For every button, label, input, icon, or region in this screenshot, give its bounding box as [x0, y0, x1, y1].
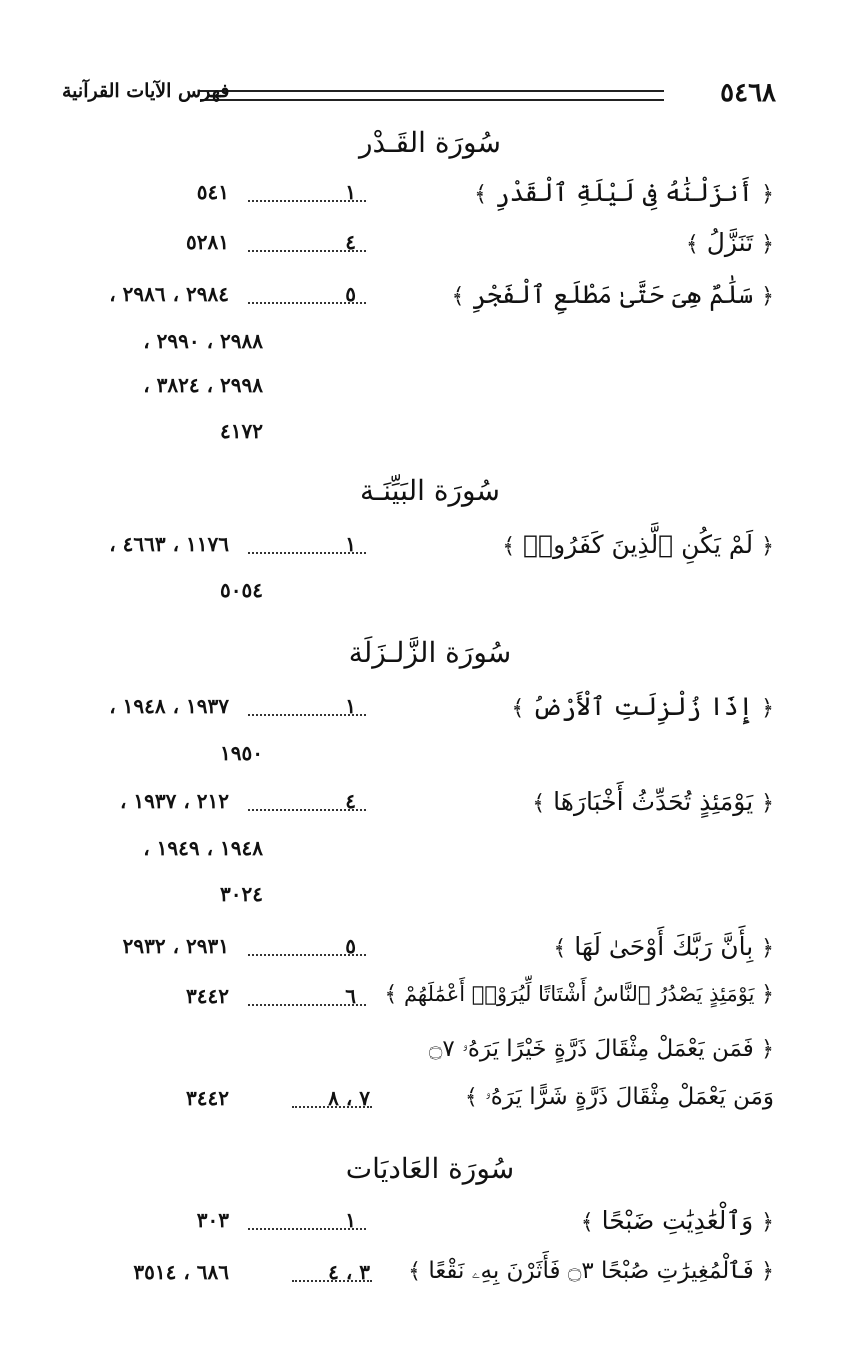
page-refs: ٦٨٦ ، ٣٥١٤ — [133, 1260, 229, 1284]
index-entry — [60, 1036, 774, 1076]
dot-leader — [292, 1106, 372, 1108]
verse-text: وَمَن يَعْمَلْ مِثْقَالَ ذَرَّةٍ شَرًّا يَرَهُۥ ﴾ — [464, 1084, 774, 1110]
index-entry — [60, 982, 774, 1022]
dot-leader — [248, 200, 366, 202]
verse-number: ٦ — [345, 984, 356, 1008]
verse-number: ٧ ، ٨ — [328, 1086, 370, 1110]
verse-number: ١ — [345, 694, 356, 718]
page-refs: ٣٠٣ — [196, 1208, 229, 1232]
page-refs-continued: ٤١٧٢ — [220, 419, 263, 443]
index-entry — [60, 692, 774, 732]
index-entry — [60, 787, 774, 827]
page-refs-continued: ٣٠٢٤ — [220, 882, 263, 906]
page-refs: ١١٧٦ ، ٤٦٦٣ ، — [109, 532, 229, 556]
dot-leader — [248, 1228, 366, 1230]
page-refs: ٣٤٤٢ — [186, 984, 229, 1008]
dot-leader — [248, 809, 366, 811]
dot-leader — [248, 552, 366, 554]
dot-leader — [248, 302, 366, 304]
index-entry — [60, 1258, 774, 1298]
verse-text: ﴿ فَمَن يَعْمَلْ مِثْقَالَ ذَرَّةٍ خَيْرًا يَرَهُۥ ۝٧ — [428, 1036, 774, 1062]
dot-leader — [248, 1004, 366, 1006]
index-entry — [60, 178, 774, 218]
verse-text: ﴿ بِأَنَّ رَبَّكَ أَوْحَىٰ لَهَا ﴾ — [553, 932, 774, 961]
page-refs: ٣٤٤٢ — [186, 1086, 229, 1110]
surah-title: سُورَة البَيِّنَـة — [360, 474, 500, 507]
verse-text: ﴿ فَٱلْمُغِيرَٰتِ صُبْحًا ۝٣ فَأَثَرْنَ بِهِۦ نَقْعًا ﴾ — [408, 1258, 774, 1284]
page-refs: ٢٩٨٤ ، ٢٩٨٦ ، — [109, 282, 229, 306]
page-refs: ٥٤١ — [196, 180, 229, 204]
dot-leader — [248, 954, 366, 956]
header-rule — [200, 90, 664, 101]
verse-text: ﴿ يَوْمَئِذٍ يَصْدُرُ ٱلنَّاسُ أَشْتَاتًا لِّيُرَوْا۟ أَعْمَٰلَهُمْ ﴾ — [384, 982, 774, 1007]
verse-text: ﴿ لَمْ يَكُنِ ٱلَّذِينَ كَفَرُوا۟ ﴾ — [502, 530, 774, 559]
verse-text: ﴿ أَنزَلْنَٰهُ فِى لَيْلَةِ ٱلْقَدْرِ ﴾ — [474, 178, 774, 207]
verse-number: ١ — [345, 532, 356, 556]
verse-text: ﴿ يَوْمَئِذٍ تُحَدِّثُ أَخْبَارَهَا ﴾ — [532, 787, 774, 816]
verse-number: ٥ — [345, 934, 356, 958]
dot-leader — [248, 714, 366, 716]
verse-number: ٤ — [345, 230, 356, 254]
verse-text: ﴿ تَنَزَّلُ ﴾ — [685, 228, 774, 257]
page-refs-continued: ٢٩٩٨ ، ٣٨٢٤ ، — [143, 373, 263, 397]
page-refs: ٢٩٣١ ، ٢٩٣٢ — [122, 934, 229, 958]
verse-text: ﴿ سَلَٰمٌ هِىَ حَتَّىٰ مَطْلَعِ ٱلْفَجْرِ ﴾ — [451, 280, 774, 309]
index-entry — [60, 228, 774, 268]
verse-text: ﴿ إِذَا زُلْزِلَتِ ٱلْأَرْضُ ﴾ — [511, 692, 774, 721]
page-refs-continued: ٢٩٨٨ ، ٢٩٩٠ ، — [143, 329, 263, 353]
page-refs: ٥٢٨١ — [186, 230, 229, 254]
verse-number: ١ — [345, 1208, 356, 1232]
verse-number: ٤ — [345, 789, 356, 813]
index-entry — [60, 280, 774, 320]
page-refs-continued: ١٩٤٨ ، ١٩٤٩ ، — [143, 836, 263, 860]
surah-title: سُورَة القَـدْر — [359, 126, 501, 159]
verse-text: ﴿ وَٱلْعَٰدِيَٰتِ ضَبْحًا ﴾ — [580, 1206, 774, 1235]
index-entry — [60, 1084, 774, 1124]
page-refs: ٢١٢ ، ١٩٣٧ ، — [119, 789, 229, 813]
index-entry — [60, 932, 774, 972]
index-entry — [60, 1206, 774, 1246]
verse-number: ١ — [345, 180, 356, 204]
page-refs: ١٩٣٧ ، ١٩٤٨ ، — [109, 694, 229, 718]
dot-leader — [292, 1280, 372, 1282]
verse-number: ٣ ، ٤ — [328, 1260, 370, 1284]
dot-leader — [248, 250, 366, 252]
page-header — [62, 78, 776, 114]
page-refs-continued: ١٩٥٠ — [220, 741, 263, 765]
page-refs-continued: ٥٠٥٤ — [220, 578, 263, 602]
page-number: ٥٤٦٨ — [720, 78, 776, 108]
surah-title: سُورَة العَاديَات — [345, 1152, 515, 1185]
running-title: فهرس الآيات القرآنية — [62, 80, 230, 102]
index-entry — [60, 530, 774, 570]
verse-number: ٥ — [345, 282, 356, 306]
surah-title: سُورَة الزَّلـزَلَة — [348, 636, 512, 669]
